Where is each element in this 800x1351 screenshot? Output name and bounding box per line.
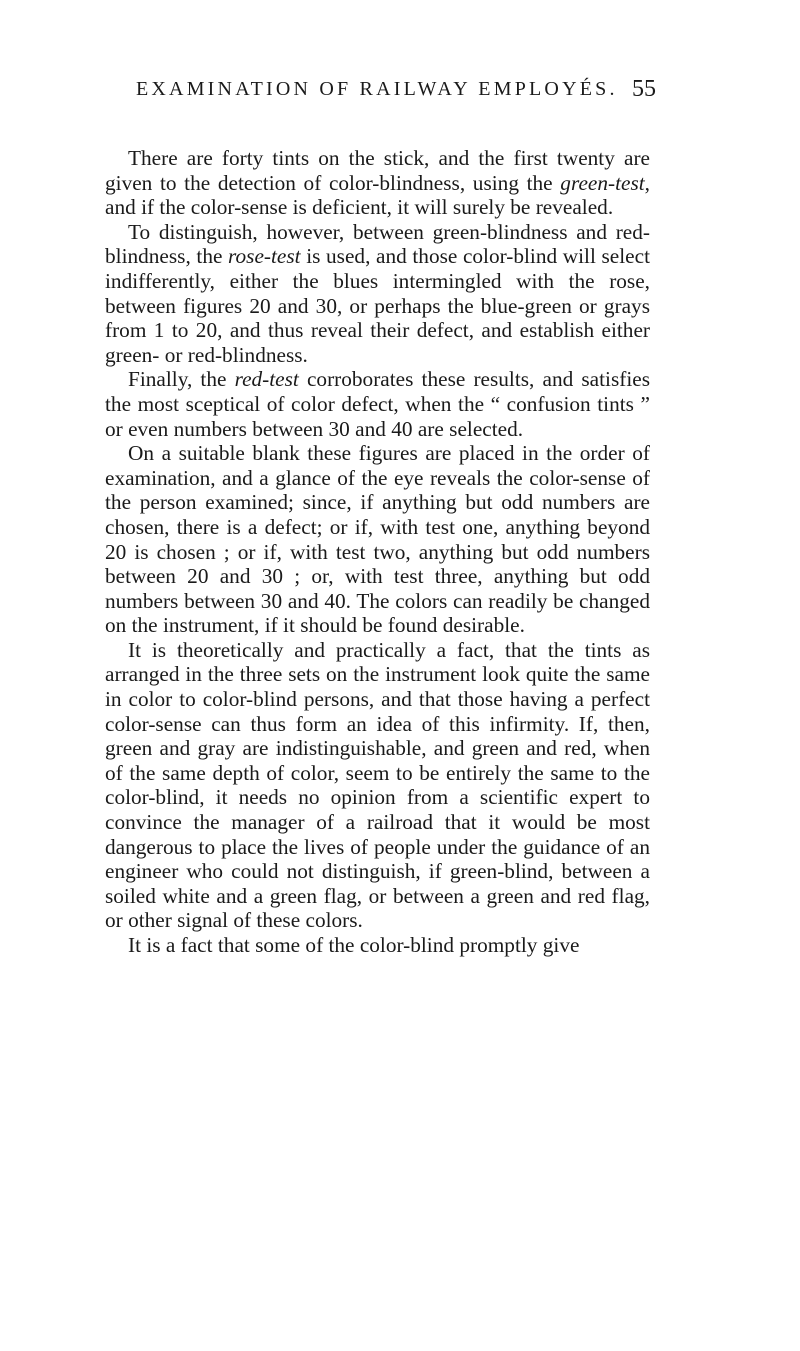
- body-text: [105, 146, 650, 958]
- paragraph-3: Finally, the red-test corroborates these results, and satisfies the most sceptical of color defect, when the “ confusion tints ” or even numbers between 30 and 40 are selected.: [105, 367, 650, 441]
- paragraph-6: It is a fact that some of the color-blind promptly give: [128, 933, 580, 957]
- term-rose-test: rose-test: [228, 244, 301, 269]
- paragraph-5: It is theoretically and practically a fact, that the tints as arranged in the three sets on the instrument look quite the same in color to color-blind persons, and that those having a perfect color-sense can thus form an idea of this infirmity. If, then, green and gray are indistinguishable, and green and red, when of the same depth of color, seem to be entirely the same to the color-blind, it needs no opinion from a scientific expert to convince the manager of a railroad that it would be most dangerous to place the lives of people under the guidance of an engineer who could not distinguish, if green-blind, between a soiled white and a green flag, or between a green and red flag, or other signal of these colors.: [105, 637, 650, 933]
- running-head: [136, 78, 656, 110]
- term-red-test: red-test: [234, 367, 299, 392]
- paragraph-4: On a suitable blank these figures are placed in the order of examination, and a glance of the eye reveals the color-sense of the person examined; since, if anything but odd numbers are chosen, there is a defect; or if, with test one, anything beyond 20 is chosen ; or if, with test two, anything but odd numbers between 20 and 30 ; or, with test three, anything but odd numbers between 30 and 40. The colors can readily be changed on the instrument, if it should be found desirable.: [105, 441, 650, 638]
- paragraph-1: There are forty tints on the stick, and the first twenty are given to the detection of color-blindness, using the green-test, and if the color-sense is deficient, it will surely be revealed.: [105, 146, 650, 220]
- running-title: EXAMINATION OF RAILWAY EMPLOYÉS.: [136, 78, 618, 100]
- page-number: 55: [632, 76, 656, 102]
- paragraph-2: To distinguish, however, between green-blindness and red-blindness, the rose-test is used, and those color-blind will select indifferently, either the blues intermingled with the rose, between figures 20 and 30, or perhaps the blue-green or grays from 1 to 20, and thus reveal their defect, and establish either green- or red-blindness.: [105, 219, 650, 367]
- term-green-test: green-test: [560, 170, 645, 195]
